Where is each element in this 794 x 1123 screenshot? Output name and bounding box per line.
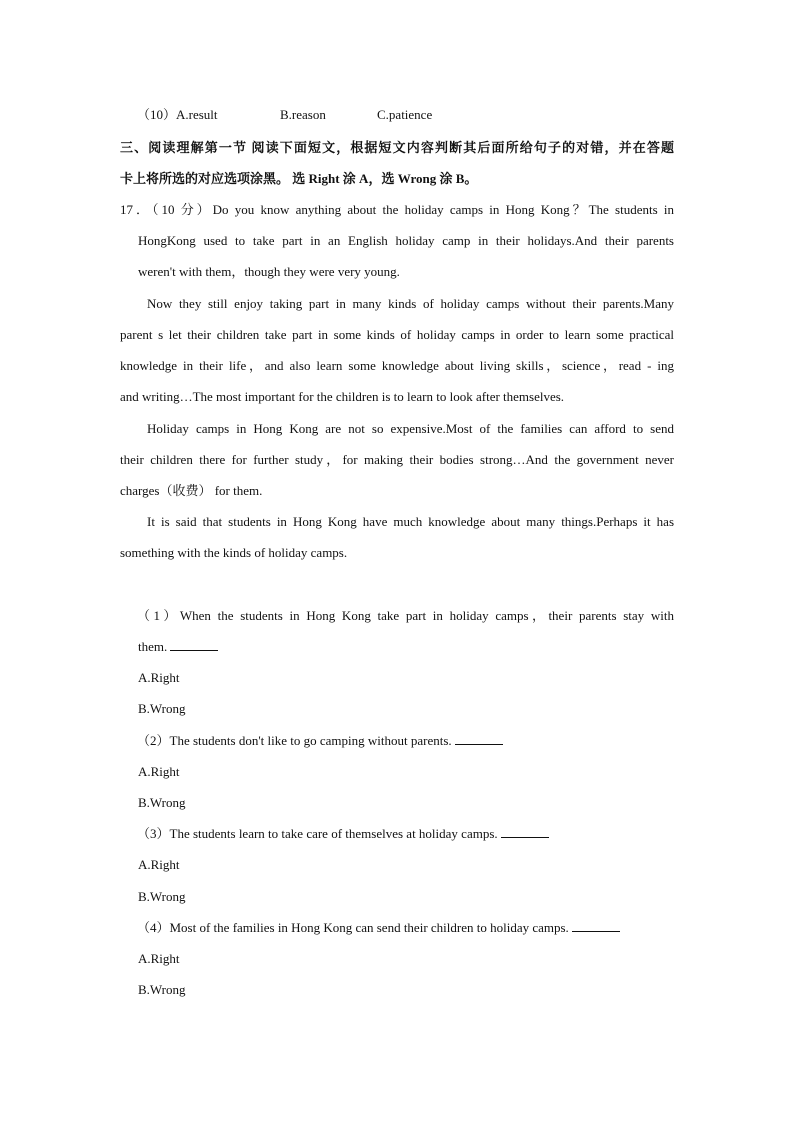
passage-p2-line1: Now they still enjoy taking part in many kinds of holiday camps without their parents.Many xyxy=(147,296,674,311)
question-4-option-b: B.Wrong xyxy=(138,982,186,997)
section-instruction-line1: 三、阅读理解第一节 阅读下面短文，根据短文内容判断其后面所给句子的对错，并在答题 xyxy=(120,140,674,155)
q10-option-b: B.reason xyxy=(280,107,326,122)
answer-blank xyxy=(170,638,218,651)
answer-blank xyxy=(455,732,503,745)
answer-blank xyxy=(572,919,620,932)
passage-p1-line1: 17．（10 分）Do you know anything about the holiday camps in Hong Kong？The students in xyxy=(120,202,674,217)
passage-p4-line1: It is said that students in Hong Kong have much knowledge about many things.Perhaps it has xyxy=(147,514,674,529)
section-instruction-line2: 卡上将所选的对应选项涂黑。 选 Right 涂 A，选 Wrong 涂 B。 xyxy=(120,171,478,186)
question-2-label: （2）The students don't like to go camping without parents. xyxy=(137,733,452,748)
question-2-text xyxy=(137,732,503,750)
answer-blank xyxy=(501,825,549,838)
passage-p3-line2: their children there for further study，for making their bodies strong…And the government never xyxy=(120,452,674,467)
question-1-tail: them. xyxy=(138,639,168,654)
q10-option-c: C.patience xyxy=(377,107,433,122)
question-1-option-b: B.Wrong xyxy=(138,701,186,716)
question-1-text-cont xyxy=(138,638,218,656)
question-3-option-b: B.Wrong xyxy=(138,889,186,904)
question-4-text xyxy=(137,919,620,937)
question-3-option-a: A.Right xyxy=(138,857,180,872)
passage-p1-line3: weren't with them，though they were very young. xyxy=(138,264,400,279)
passage-p2-line4: and writing…The most important for the children is to learn to look after themselves. xyxy=(120,389,565,404)
question-1-text: （1）When the students in Hong Kong take part in holiday camps，their parents stay with xyxy=(137,608,674,623)
passage-p3-line3: charges（收费） for them. xyxy=(120,483,263,498)
q10-option-a: （10）A.result xyxy=(137,107,218,122)
question-3-label: （3）The students learn to take care of themselves at holiday camps. xyxy=(137,826,498,841)
question-4-label: （4）Most of the families in Hong Kong can send their children to holiday camps. xyxy=(137,920,569,935)
question-1-option-a: A.Right xyxy=(138,670,180,685)
question-4-option-a: A.Right xyxy=(138,951,180,966)
passage-p4-line2: something with the kinds of holiday camps. xyxy=(120,545,348,560)
question-3-text xyxy=(137,825,549,843)
question-2-option-a: A.Right xyxy=(138,764,180,779)
passage-p2-line3: knowledge in their life，and also learn some knowledge about living skills，science，read - ing xyxy=(120,358,674,373)
passage-p1-line2: HongKong used to take part in an English holiday camp in their holidays.And their parents xyxy=(138,233,674,248)
passage-p2-line2: parent s let their children take part in some kinds of holiday camps in order to learn some practical xyxy=(120,327,674,342)
question-2-option-b: B.Wrong xyxy=(138,795,186,810)
passage-p3-line1: Holiday camps in Hong Kong are not so expensive.Most of the families can afford to send xyxy=(147,421,674,436)
